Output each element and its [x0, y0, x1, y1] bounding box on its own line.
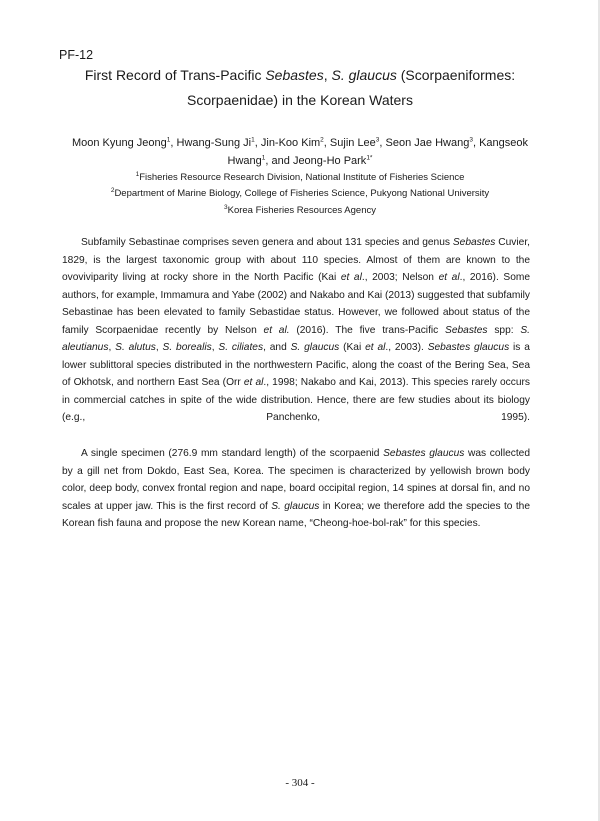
author-name: Hwang	[227, 155, 262, 167]
page-number: - 304 -	[285, 777, 315, 789]
affiliation-2: $^2$Department of Marine Biology, College of Fisheries Science, Pukyong National University	[110, 186, 490, 199]
abstract-paragraph-2: A single specimen (276.9 mm standard length) of the scorpaenid Sebastes glaucus was collected by a gill net from Dokdo, East Sea, Korea. The specimen is characterized by yellowish brown body color, deep body, convex frontal region and nape, board occipital region, 14 spines at dorsal fin, and no scales at upper jaw. This is the first record of S. glaucus in Korea; we therefore add the species to the Korean fish fauna and propose the new Korean name, “Cheong-hoe-bol-rak” for this species.	[62, 448, 531, 529]
poster-id: PF-12	[59, 48, 94, 62]
author-name: Hwang-Sung Ji	[176, 137, 252, 149]
author-name: Sujin Lee	[329, 137, 376, 149]
title-species: S. glaucus	[331, 67, 397, 83]
title-genus: Sebastes	[265, 67, 324, 83]
title-line-1: First Record of Trans-Pacific Sebastes, S. glaucus (Scorpaeniformes:	[84, 67, 516, 83]
abstract-paragraph-1: Subfamily Sebastinae comprises seven genera and about 131 species and genus Sebastes Cuvier, 1829, is the largest taxonomic group with about 110 species. Almost of them are known to the ovoviviparity living at rocky shore in the North Pacific (Kai et al., 2003; Nelson et al., 2016). Some authors, for example, Immamura and Yabe (2002) and Nakabo and Kai (2013) suggested that subfamily Sebastinae has been elevated to family Sebastidae status. However, we followed about status of the family Scorpaenidae recently by Nelson et al. (2016). The five trans-Pacific Sebastes spp: S. aleutianus, S. alutus, S. borealis, S. ciliates, and S. glaucus (Kai et al., 2003). Sebastes glaucus is a lower sublittoral species distributed in the northwestern Pacific, along the coast of the Bering Sea, Sea of Okhotsk, and northern East Sea (Orr et al., 1998; Nakabo and Kai, 2013). This species rarely occurs in commercial catches in spite of the wide distribution. Hence, there are few studies about its biology (e.g., Panchenko, 1995).	[62, 237, 531, 423]
author-name: Jeong-Ho Park	[292, 155, 367, 167]
author-name: Seon Jae Hwang	[385, 137, 470, 149]
abstract-paragraph-1-block	[62, 234, 530, 427]
affiliation-1: $^1$Fisheries Resource Research Division, National Institute of Fisheries Science	[135, 170, 465, 183]
authors-line-1: Moon Kyung Jeong$^1$, Hwang-Sung Ji$^1$, Jin-Koo Kim$^2$, Sujin Lee$^3$, Seon Jae Hwang$^3$, Kangseok	[71, 136, 529, 149]
author-name: Moon Kyung Jeong	[71, 137, 167, 149]
affiliation-3: $^3$Korea Fisheries Resources Agency	[223, 203, 376, 216]
title-line-2: Scorpaenidae) in the Korean Waters	[187, 92, 413, 108]
abstract-paragraph-2-block	[62, 445, 530, 533]
author-name: Jin-Koo Kim	[260, 137, 321, 149]
author-name: Kangseok	[479, 137, 529, 149]
authors-line-2: Hwang$^1$, and Jeong-Ho Park$^{1*}$	[227, 154, 373, 167]
